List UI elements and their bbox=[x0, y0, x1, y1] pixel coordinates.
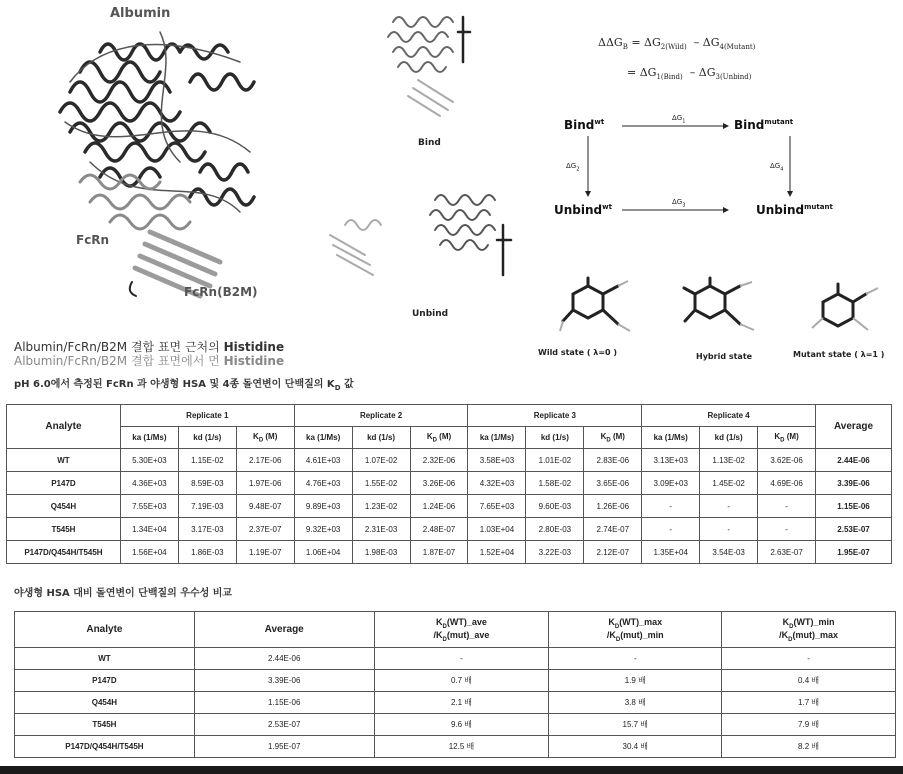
comparison-analyte-header: Analyte bbox=[15, 612, 195, 648]
ratio-minmax-bottom-sub: D bbox=[788, 636, 793, 643]
ratio-minmax-top-k: K bbox=[782, 616, 790, 627]
value-cell: 2.32E-06 bbox=[410, 449, 468, 472]
ratio-maxmin-cell: 1.9 배 bbox=[549, 670, 722, 692]
ratio-maxmin-cell: 15.7 배 bbox=[549, 714, 722, 736]
albumin-fcrn-complex-illustration bbox=[40, 12, 290, 312]
legend-far-text: Albumin/FcRn/B2M 결합 표면에서 먼 bbox=[14, 354, 224, 368]
analyte-cell: T545H bbox=[15, 714, 195, 736]
value-cell: 8.59E-03 bbox=[178, 472, 236, 495]
average-cell: 3.39E-06 bbox=[194, 670, 374, 692]
value-cell: 3.62E-06 bbox=[758, 449, 816, 472]
kd-header: kd (1/s) bbox=[178, 427, 236, 449]
ddg-lhs-sub: B bbox=[622, 43, 628, 52]
kinetics-table-body bbox=[7, 449, 892, 564]
KD-header-sub: D bbox=[606, 437, 611, 444]
value-cell: 9.48E-07 bbox=[236, 495, 294, 518]
unbind-mutant-text: Unbind bbox=[756, 203, 805, 217]
figure-panel bbox=[0, 0, 903, 368]
value-cell: 1.26E-06 bbox=[584, 495, 642, 518]
value-cell: 4.61E+03 bbox=[294, 449, 352, 472]
average-cell: 3.39E-06 bbox=[816, 472, 892, 495]
value-cell: 1.58E-02 bbox=[526, 472, 584, 495]
ratio-ave-top-rest: (WT)_ave bbox=[446, 616, 487, 627]
value-cell: 1.19E-07 bbox=[236, 541, 294, 564]
ratio-maxmin-top-k: K bbox=[608, 616, 615, 627]
ka-header: ka (1/Ms) bbox=[642, 427, 700, 449]
dg2-text: ΔG bbox=[566, 162, 577, 170]
comparison-row bbox=[15, 692, 896, 714]
value-cell: 2.37E-07 bbox=[236, 518, 294, 541]
bind-mutant-text: Bind bbox=[734, 118, 765, 132]
unbind-label: Unbind bbox=[412, 309, 449, 319]
ddg-eq2: = ΔG bbox=[627, 66, 657, 79]
KD-header bbox=[236, 427, 294, 449]
wild-state-label: Wild state ( λ=0 ) bbox=[538, 348, 618, 357]
ka-header: ka (1/Ms) bbox=[468, 427, 526, 449]
value-cell: 1.97E-06 bbox=[236, 472, 294, 495]
value-cell: 1.45E-02 bbox=[700, 472, 758, 495]
value-cell: 1.34E+04 bbox=[120, 518, 178, 541]
value-cell: 4.69E-06 bbox=[758, 472, 816, 495]
KD-header bbox=[584, 427, 642, 449]
KD-header bbox=[758, 427, 816, 449]
table1-caption-sub: D bbox=[334, 384, 341, 392]
comparison-header-row bbox=[15, 612, 896, 648]
comparison-row bbox=[15, 648, 896, 670]
ratio-maxmin-cell: - bbox=[549, 648, 722, 670]
average-header: Average bbox=[816, 405, 892, 449]
comparison-table bbox=[14, 611, 896, 758]
average-cell: 2.44E-06 bbox=[816, 449, 892, 472]
hybrid-state-label: Hybrid state bbox=[696, 352, 753, 361]
kinetics-row bbox=[7, 518, 892, 541]
ddg-minus1: – ΔG bbox=[693, 36, 720, 49]
legend-near-bold: Histidine bbox=[223, 340, 285, 354]
bind-wt-text: Bind bbox=[564, 118, 595, 132]
dg3-label bbox=[672, 198, 685, 208]
value-cell: 9.32E+03 bbox=[294, 518, 352, 541]
value-cell: 4.32E+03 bbox=[468, 472, 526, 495]
KD-header-sub: D bbox=[780, 437, 785, 444]
value-cell: 1.01E-02 bbox=[526, 449, 584, 472]
value-cell: - bbox=[758, 518, 816, 541]
value-cell: 1.07E-02 bbox=[352, 449, 410, 472]
value-cell: 7.65E+03 bbox=[468, 495, 526, 518]
value-cell: 3.65E-06 bbox=[584, 472, 642, 495]
ratio-ave-cell: 9.6 배 bbox=[374, 714, 549, 736]
ratio-ave-bottom-rest: (mut)_ave bbox=[446, 629, 490, 640]
bind-mutant-node bbox=[734, 118, 793, 132]
table1-caption-prefix: pH 6.0에서 측정된 FcRn 과 야생형 HSA 및 4종 돌연변이 단백질의 K bbox=[14, 379, 335, 390]
value-cell: 1.52E+04 bbox=[468, 541, 526, 564]
bind-wt-sup: wt bbox=[594, 118, 605, 126]
analyte-cell: P147D bbox=[15, 670, 195, 692]
value-cell: - bbox=[700, 518, 758, 541]
analyte-cell: P147D/Q454H/T545H bbox=[15, 736, 195, 758]
value-cell: 1.56E+04 bbox=[120, 541, 178, 564]
kd-header: kd (1/s) bbox=[700, 427, 758, 449]
dg2-label bbox=[566, 162, 579, 172]
value-cell: 3.26E-06 bbox=[410, 472, 468, 495]
KD-header-unit: (M) bbox=[784, 431, 799, 441]
KD-header-unit: (M) bbox=[436, 431, 452, 441]
ratio-ave-top-k: K bbox=[436, 616, 443, 627]
ratio-ave-header bbox=[374, 612, 549, 648]
ddg-lhs: ΔΔG bbox=[598, 36, 623, 49]
bind-label: Bind bbox=[418, 138, 441, 148]
value-cell: 1.87E-07 bbox=[410, 541, 468, 564]
unbind-wt-node bbox=[554, 203, 612, 217]
dg3-text: ΔG bbox=[672, 198, 683, 206]
value-cell: 2.17E-06 bbox=[236, 449, 294, 472]
dg1-sub: 1 bbox=[682, 118, 686, 125]
kinetics-header-row-2 bbox=[7, 427, 892, 449]
table2-caption: 야생형 HSA 대비 돌연변이 단백질의 우수성 비교 bbox=[14, 588, 233, 599]
kinetics-row bbox=[7, 541, 892, 564]
value-cell: - bbox=[758, 495, 816, 518]
KD-header bbox=[410, 427, 468, 449]
replicate-4-header: Replicate 4 bbox=[642, 405, 816, 427]
ratio-minmax-top-rest: (WT)_min bbox=[793, 616, 835, 627]
dg1-text: ΔG bbox=[672, 114, 683, 122]
ddg-term2-sub: 4(Mutant) bbox=[719, 43, 756, 52]
ratio-minmax-top-sub: D bbox=[789, 623, 794, 630]
KD-header-text: K bbox=[253, 431, 259, 441]
analyte-cell: Q454H bbox=[7, 495, 121, 518]
value-cell: 1.24E-06 bbox=[410, 495, 468, 518]
analyte-cell: WT bbox=[7, 449, 121, 472]
average-cell: 1.95E-07 bbox=[194, 736, 374, 758]
table1-caption-suffix: 값 bbox=[340, 379, 354, 390]
analyte-header: Analyte bbox=[7, 405, 121, 449]
value-cell: 2.63E-07 bbox=[758, 541, 816, 564]
ratio-ave-bottom-sub: D bbox=[442, 636, 447, 643]
average-cell: 2.53E-07 bbox=[816, 518, 892, 541]
value-cell: 1.15E-02 bbox=[178, 449, 236, 472]
albumin-label: Albumin bbox=[110, 6, 171, 21]
value-cell: - bbox=[642, 495, 700, 518]
value-cell: - bbox=[700, 495, 758, 518]
ratio-maxmin-header bbox=[549, 612, 722, 648]
dg4-label bbox=[770, 162, 783, 172]
analyte-cell: WT bbox=[15, 648, 195, 670]
comparison-table-body bbox=[15, 648, 896, 758]
value-cell: 4.76E+03 bbox=[294, 472, 352, 495]
kinetics-header-row-1 bbox=[7, 405, 892, 427]
ratio-ave-cell: - bbox=[374, 648, 549, 670]
dg2-sub: 2 bbox=[576, 166, 580, 173]
value-cell: 3.13E+03 bbox=[642, 449, 700, 472]
hybrid-state-molecule bbox=[680, 276, 760, 336]
bottom-edge-bar bbox=[0, 766, 903, 774]
ka-header: ka (1/Ms) bbox=[120, 427, 178, 449]
value-cell: 3.54E-03 bbox=[700, 541, 758, 564]
ratio-maxmin-bottom-k: /K bbox=[606, 629, 616, 640]
ratio-ave-top-sub: D bbox=[442, 623, 447, 630]
ka-header: ka (1/Ms) bbox=[294, 427, 352, 449]
kd-header: kd (1/s) bbox=[352, 427, 410, 449]
unbind-wt-text: Unbind bbox=[554, 203, 603, 217]
value-cell: 3.58E+03 bbox=[468, 449, 526, 472]
unbind-state-illustration bbox=[325, 185, 525, 295]
comparison-row bbox=[15, 714, 896, 736]
bind-state-illustration bbox=[378, 2, 478, 122]
ratio-minmax-cell: - bbox=[722, 648, 896, 670]
value-cell: 1.06E+04 bbox=[294, 541, 352, 564]
value-cell: 7.19E-03 bbox=[178, 495, 236, 518]
ratio-minmax-bottom-rest: (mut)_max bbox=[792, 629, 839, 640]
value-cell: 2.83E-06 bbox=[584, 449, 642, 472]
ratio-minmax-bottom-k: /K bbox=[779, 629, 789, 640]
value-cell: 5.30E+03 bbox=[120, 449, 178, 472]
ratio-ave-cell: 2.1 배 bbox=[374, 692, 549, 714]
KD-header-unit: (M) bbox=[610, 431, 625, 441]
ratio-maxmin-top-rest: (WT)_max bbox=[619, 616, 663, 627]
average-cell: 1.15E-06 bbox=[816, 495, 892, 518]
legend-far-bold: Histidine bbox=[223, 354, 285, 368]
replicate-3-header: Replicate 3 bbox=[468, 405, 642, 427]
mutant-state-label: Mutant state ( λ=1 ) bbox=[793, 350, 885, 359]
ratio-maxmin-bottom-rest: (mut)_min bbox=[620, 629, 664, 640]
value-cell: 4.36E+03 bbox=[120, 472, 178, 495]
value-cell: 1.13E-02 bbox=[700, 449, 758, 472]
analyte-cell: Q454H bbox=[15, 692, 195, 714]
replicate-2-header: Replicate 2 bbox=[294, 405, 468, 427]
value-cell: 1.86E-03 bbox=[178, 541, 236, 564]
ratio-maxmin-cell: 30.4 배 bbox=[549, 736, 722, 758]
dg1-label bbox=[672, 114, 685, 124]
value-cell: 3.17E-03 bbox=[178, 518, 236, 541]
kinetics-table bbox=[6, 404, 892, 564]
KD-header-text: K bbox=[774, 431, 781, 441]
ddg-term1-sub: 2(Wild) bbox=[660, 43, 687, 52]
average-cell: 1.95E-07 bbox=[816, 541, 892, 564]
kd-header: kd (1/s) bbox=[526, 427, 584, 449]
value-cell: 2.12E-07 bbox=[584, 541, 642, 564]
table1-caption bbox=[14, 375, 354, 392]
ratio-minmax-cell: 0.4 배 bbox=[722, 670, 896, 692]
average-cell: 2.53E-07 bbox=[194, 714, 374, 736]
ratio-minmax-cell: 8.2 배 bbox=[722, 736, 896, 758]
value-cell: 2.80E-03 bbox=[526, 518, 584, 541]
analyte-cell: P147D bbox=[7, 472, 121, 495]
average-cell: 2.44E-06 bbox=[194, 648, 374, 670]
mutant-state-molecule bbox=[808, 280, 888, 340]
ddg-equation-line2 bbox=[627, 66, 752, 81]
ratio-ave-bottom-k: /K bbox=[433, 629, 443, 640]
value-cell: - bbox=[642, 518, 700, 541]
ratio-ave-cell: 12.5 배 bbox=[374, 736, 549, 758]
ddg-equation-line1 bbox=[598, 36, 755, 51]
value-cell: 9.60E-03 bbox=[526, 495, 584, 518]
KD-header-sub: D bbox=[432, 437, 437, 444]
comparison-row bbox=[15, 736, 896, 758]
legend-near-text: Albumin/FcRn/B2M 결합 표면 근처의 bbox=[14, 340, 224, 354]
KD-header-sub: D bbox=[258, 437, 264, 444]
kinetics-row bbox=[7, 495, 892, 518]
ratio-minmax-header bbox=[722, 612, 896, 648]
value-cell: 7.55E+03 bbox=[120, 495, 178, 518]
analyte-cell: P147D/Q454H/T545H bbox=[7, 541, 121, 564]
unbind-wt-sup: wt bbox=[602, 203, 612, 211]
value-cell: 1.23E-02 bbox=[352, 495, 410, 518]
unbind-mutant-node bbox=[756, 203, 833, 217]
kinetics-row bbox=[7, 449, 892, 472]
kinetics-row bbox=[7, 472, 892, 495]
ratio-minmax-cell: 1.7 배 bbox=[722, 692, 896, 714]
fcrn-label: FcRn bbox=[76, 233, 110, 247]
bind-mutant-sup: mutant bbox=[764, 118, 794, 126]
ddg-minus2: – ΔG bbox=[689, 66, 716, 79]
value-cell: 2.74E-07 bbox=[584, 518, 642, 541]
ddg-term3-sub: 1(Bind) bbox=[656, 73, 683, 82]
legend-far-histidine bbox=[14, 352, 284, 369]
dg3-sub: 3 bbox=[682, 202, 686, 209]
comparison-average-header: Average bbox=[194, 612, 374, 648]
dg4-sub: 4 bbox=[780, 166, 784, 173]
wild-state-molecule bbox=[558, 276, 638, 336]
value-cell: 3.09E+03 bbox=[642, 472, 700, 495]
ratio-minmax-cell: 7.9 배 bbox=[722, 714, 896, 736]
ratio-maxmin-bottom-sub: D bbox=[615, 636, 621, 643]
value-cell: 1.35E+04 bbox=[642, 541, 700, 564]
value-cell: 2.48E-07 bbox=[410, 518, 468, 541]
b2m-label: FcRn(B2M) bbox=[184, 285, 258, 299]
ratio-maxmin-cell: 3.8 배 bbox=[549, 692, 722, 714]
ratio-maxmin-top-sub: D bbox=[614, 623, 620, 630]
average-cell: 1.15E-06 bbox=[194, 692, 374, 714]
thermodynamic-cycle bbox=[550, 110, 850, 220]
ddg-eq1: = ΔG bbox=[631, 36, 661, 49]
ratio-ave-cell: 0.7 배 bbox=[374, 670, 549, 692]
replicate-1-header: Replicate 1 bbox=[120, 405, 294, 427]
ddg-term4-sub: 3(Unbind) bbox=[715, 73, 752, 82]
dg4-text: ΔG bbox=[770, 162, 781, 170]
KD-header-text: K bbox=[426, 431, 433, 441]
value-cell: 9.89E+03 bbox=[294, 495, 352, 518]
value-cell: 1.03E+04 bbox=[468, 518, 526, 541]
bind-wt-node bbox=[564, 118, 604, 132]
KD-header-text: K bbox=[600, 431, 607, 441]
value-cell: 3.22E-03 bbox=[526, 541, 584, 564]
value-cell: 1.98E-03 bbox=[352, 541, 410, 564]
value-cell: 1.55E-02 bbox=[352, 472, 410, 495]
value-cell: 2.31E-03 bbox=[352, 518, 410, 541]
unbind-mutant-sup: mutant bbox=[804, 203, 833, 211]
comparison-row bbox=[15, 670, 896, 692]
analyte-cell: T545H bbox=[7, 518, 121, 541]
KD-header-unit: (M) bbox=[263, 431, 278, 441]
